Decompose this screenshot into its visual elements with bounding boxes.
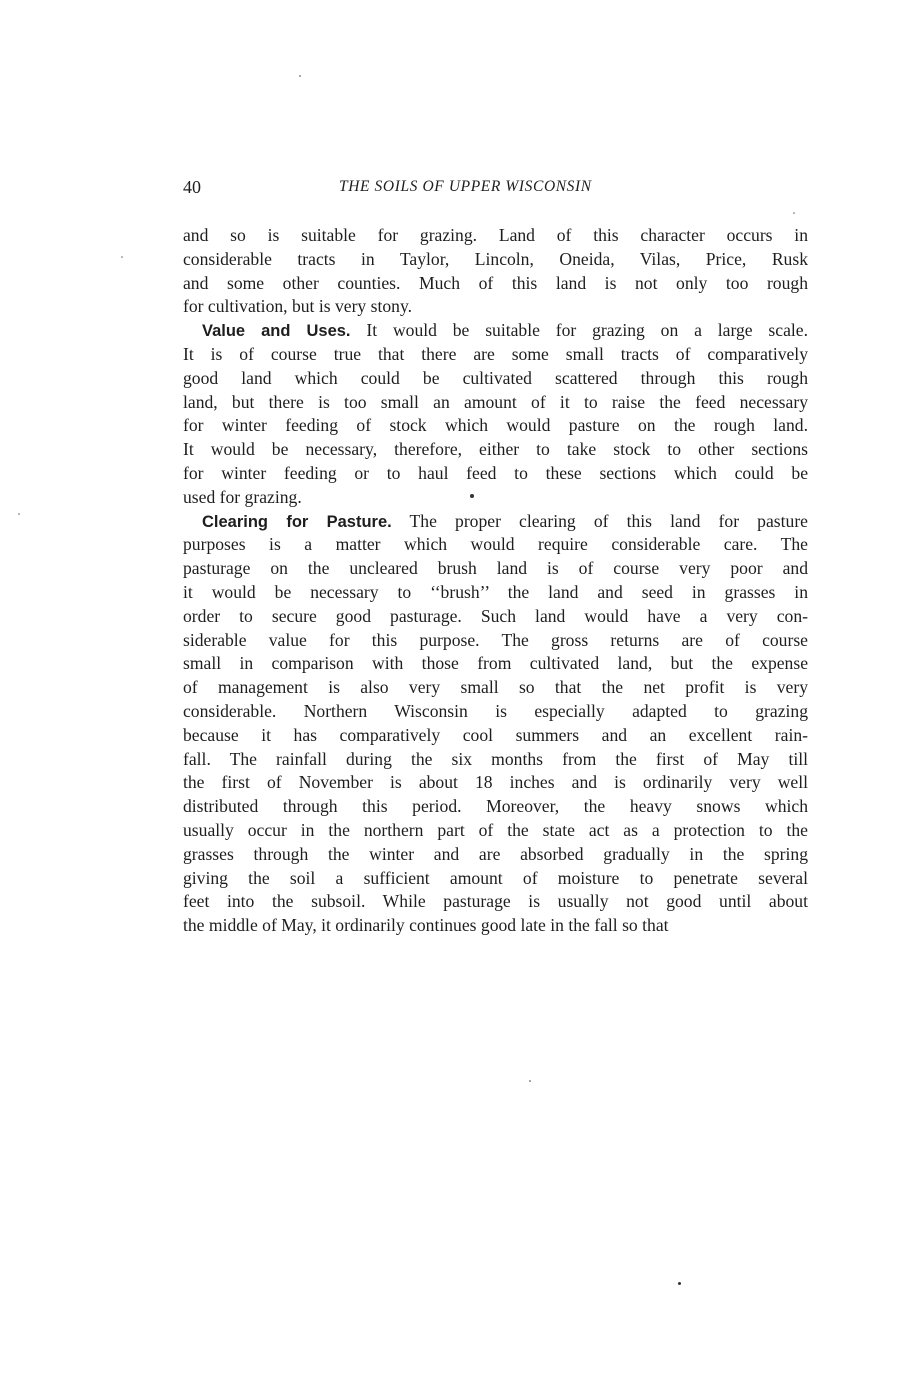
text-run: It would be suitable for grazing on a large scale. (366, 320, 808, 341)
scan-speck (121, 256, 123, 258)
body-text (183, 224, 808, 938)
text-line: fall. The rainfall during the six months from the first of May till (183, 748, 808, 769)
text-line: for cultivation, but is very stony. (183, 296, 413, 317)
running-header (183, 174, 807, 200)
text-line: it would be necessary to ‘‘brush’’ the land and seed in grasses in (183, 581, 808, 602)
text-run: The proper clearing of this land for pasture (409, 510, 808, 531)
text-line: land, but there is too small an amount of it to raise the feed necessary (183, 391, 808, 412)
text-line: It is of course true that there are some small tracts of comparatively (183, 343, 808, 364)
text-line: and so is suitable for grazing. Land of this character occurs in (183, 225, 808, 245)
text-line: the first of November is about 18 inches and is ordinarily very well (183, 772, 808, 793)
text-line (183, 510, 808, 534)
text-line: feet into the subsoil. While pasturage is usually not good until about (183, 891, 808, 912)
scan-speck (529, 1080, 531, 1082)
section-heading-value-and-uses: Value and Uses. (202, 322, 351, 341)
text-line: and some other counties. Much of this land is not only too rough (183, 272, 808, 293)
scan-speck (470, 494, 474, 498)
scan-speck (793, 212, 795, 214)
scan-speck (678, 1282, 681, 1285)
text-line: usually occur in the northern part of the state act as a protection to the (183, 819, 808, 840)
paragraph-value-and-uses (183, 319, 808, 509)
text-line: distributed through this period. Moreover, the heavy snows which (183, 796, 808, 817)
text-line: considerable. Northern Wisconsin is especially adapted to grazing (183, 700, 808, 721)
paragraph-continuation (183, 224, 808, 319)
text-line: siderable value for this purpose. The gross returns are of course (183, 629, 808, 650)
running-title: THE SOILS OF UPPER WISCONSIN (339, 178, 592, 195)
text-line: used for grazing. (183, 486, 302, 507)
text-line: the middle of May, it ordinarily continues good late in the fall so that (183, 915, 669, 936)
section-heading-clearing-for-pasture: Clearing for Pasture. (202, 512, 392, 531)
text-line: because it has comparatively cool summers and an excellent rain- (183, 724, 808, 745)
scan-speck (18, 513, 20, 515)
text-line: grasses through the winter and are absorbed gradually in the spring (183, 843, 808, 864)
text-line: order to secure good pasturage. Such land would have a very con- (183, 605, 808, 626)
text-line: considerable tracts in Taylor, Lincoln, Oneida, Vilas, Price, Rusk (183, 248, 808, 269)
text-line: It would be necessary, therefore, either to take stock to other sections (183, 439, 808, 460)
page-number: 40 (183, 177, 201, 197)
text-line: good land which could be cultivated scattered through this rough (183, 367, 808, 388)
scan-speck (299, 75, 301, 77)
text-line: pasturage on the uncleared brush land is of course very poor and (183, 558, 808, 579)
text-line: purposes is a matter which would require considerable care. The (183, 534, 808, 555)
text-line: for winter feeding of stock which would pasture on the rough land. (183, 415, 808, 436)
paragraph-clearing-for-pasture (183, 510, 808, 938)
text-line: of management is also very small so that the net profit is very (183, 677, 808, 698)
text-line: giving the soil a sufficient amount of moisture to penetrate several (183, 867, 808, 888)
text-line: for winter feeding or to haul feed to these sections which could be (183, 462, 808, 483)
text-line: small in comparison with those from cultivated land, but the expense (183, 653, 808, 674)
text-line (183, 319, 808, 343)
